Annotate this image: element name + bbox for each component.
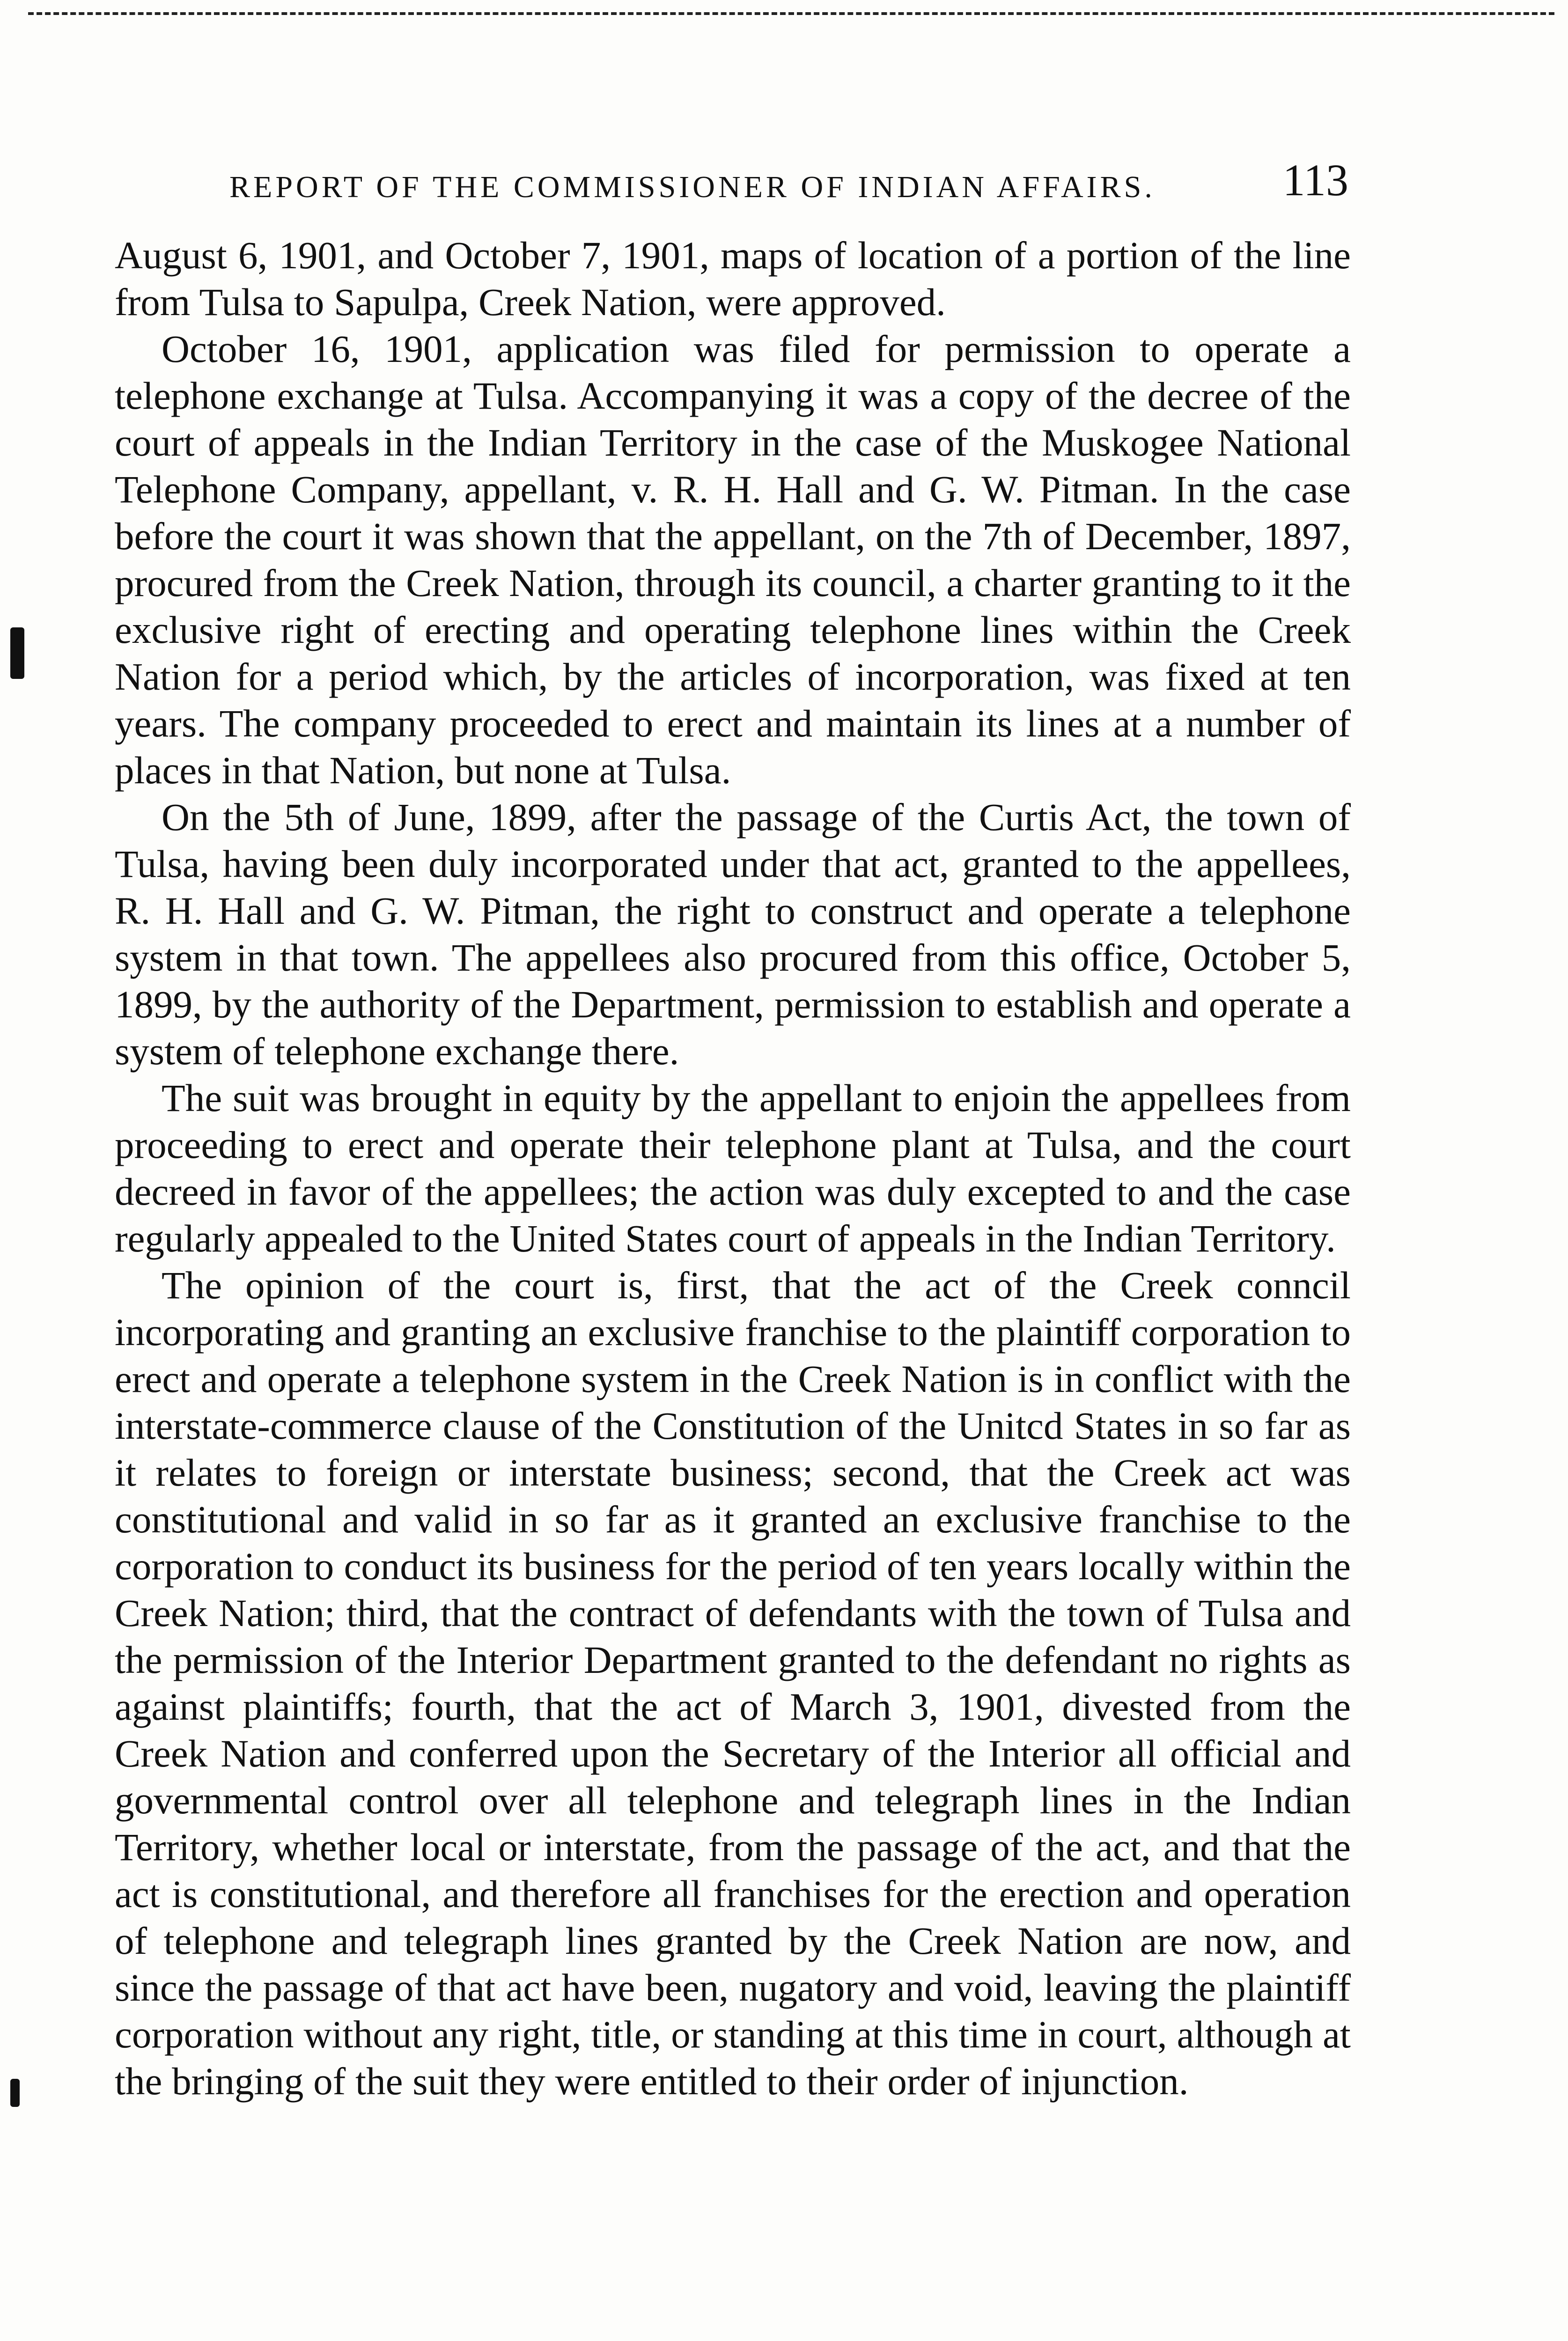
binding-mark: [10, 627, 24, 679]
paragraph: August 6, 1901, and October 7, 1901, maps of location of a portion of the line from Tulsa to Sapulpa, Creek Nation, were approved.: [115, 234, 1351, 324]
running-head: REPORT OF THE COMMISSIONER OF INDIAN AFFAIRS.: [229, 170, 1156, 204]
paragraph: The opinion of the court is, first, that the act of the Creek conncil incorporating and granting an exclusive franchise to the plaintiff corporation to erect and operate a telephone system in the Creek Nation is in conflict with the interstate-commerce clause of the Constitution of the Unitcd States in so far as it relates to foreign or interstate business; second, that the Creek act was constitutional and valid in so far as it granted an exclusive franchise to the corporation to conduct its business for the period of ten years locally within the Creek Nation; third, that the contract of defendants with the town of Tulsa and the permission of the Interior Department granted to the defendant no rights as against plaintiffs; fourth, that the act of March 3, 1901, divested from the Creek Nation and conferred upon the Secretary of the Interior all official and governmental control over all telephone and telegraph lines in the Indian Territory, whether local or interstate, from the passage of the act, and that the act is constitutional, and therefore all franchises for the erection and operation of telephone and telegraph lines granted by the Creek Nation are now, and since the passage of that act have been, nugatory and void, leaving the plaintiff corporation without any right, title, or standing at this time in court, although at the bringing of the suit they were entitled to their order of injunction.: [115, 1264, 1351, 2103]
paragraph: October 16, 1901, application was filed for permission to operate a telephone exchange at Tulsa. Accompanying it was a copy of the decree of the court of appeals in the Indian Territory in the case of the Muskogee National Telephone Company, appellant, v. R. H. Hall and G. W. Pitman. In the case before the court it was shown that the appellant, on the 7th of December, 1897, procured from the Creek Nation, through its council, a charter granting to it the exclusive right of erecting and operating telephone lines within the Creek Nation for a period which, by the articles of incorporation, was fixed at ten years. The company proceeded to erect and maintain its lines at a number of places in that Nation, but none at Tulsa.: [115, 327, 1351, 792]
page-number: 113: [1282, 155, 1348, 205]
top-edge-rule: [28, 12, 1554, 15]
body-text: [115, 232, 1351, 2105]
paragraph: On the 5th of June, 1899, after the passage of the Curtis Act, the town of Tulsa, having been duly incorporated under that act, granted to the appellees, R. H. Hall and G. W. Pitman, the right to construct and operate a telephone system in that town. The appellees also procured from this office, October 5, 1899, by the authority of the Department, permission to establish and operate a system of telephone exchange there.: [115, 795, 1351, 1073]
binding-mark: [10, 2079, 20, 2107]
paragraph: The suit was brought in equity by the appellant to enjoin the appellees from proceeding to erect and operate their telephone plant at Tulsa, and the court decreed in favor of the appellees; the action was duly excepted to and the case regularly appealed to the United States court of appeals in the Indian Territory.: [115, 1076, 1351, 1260]
